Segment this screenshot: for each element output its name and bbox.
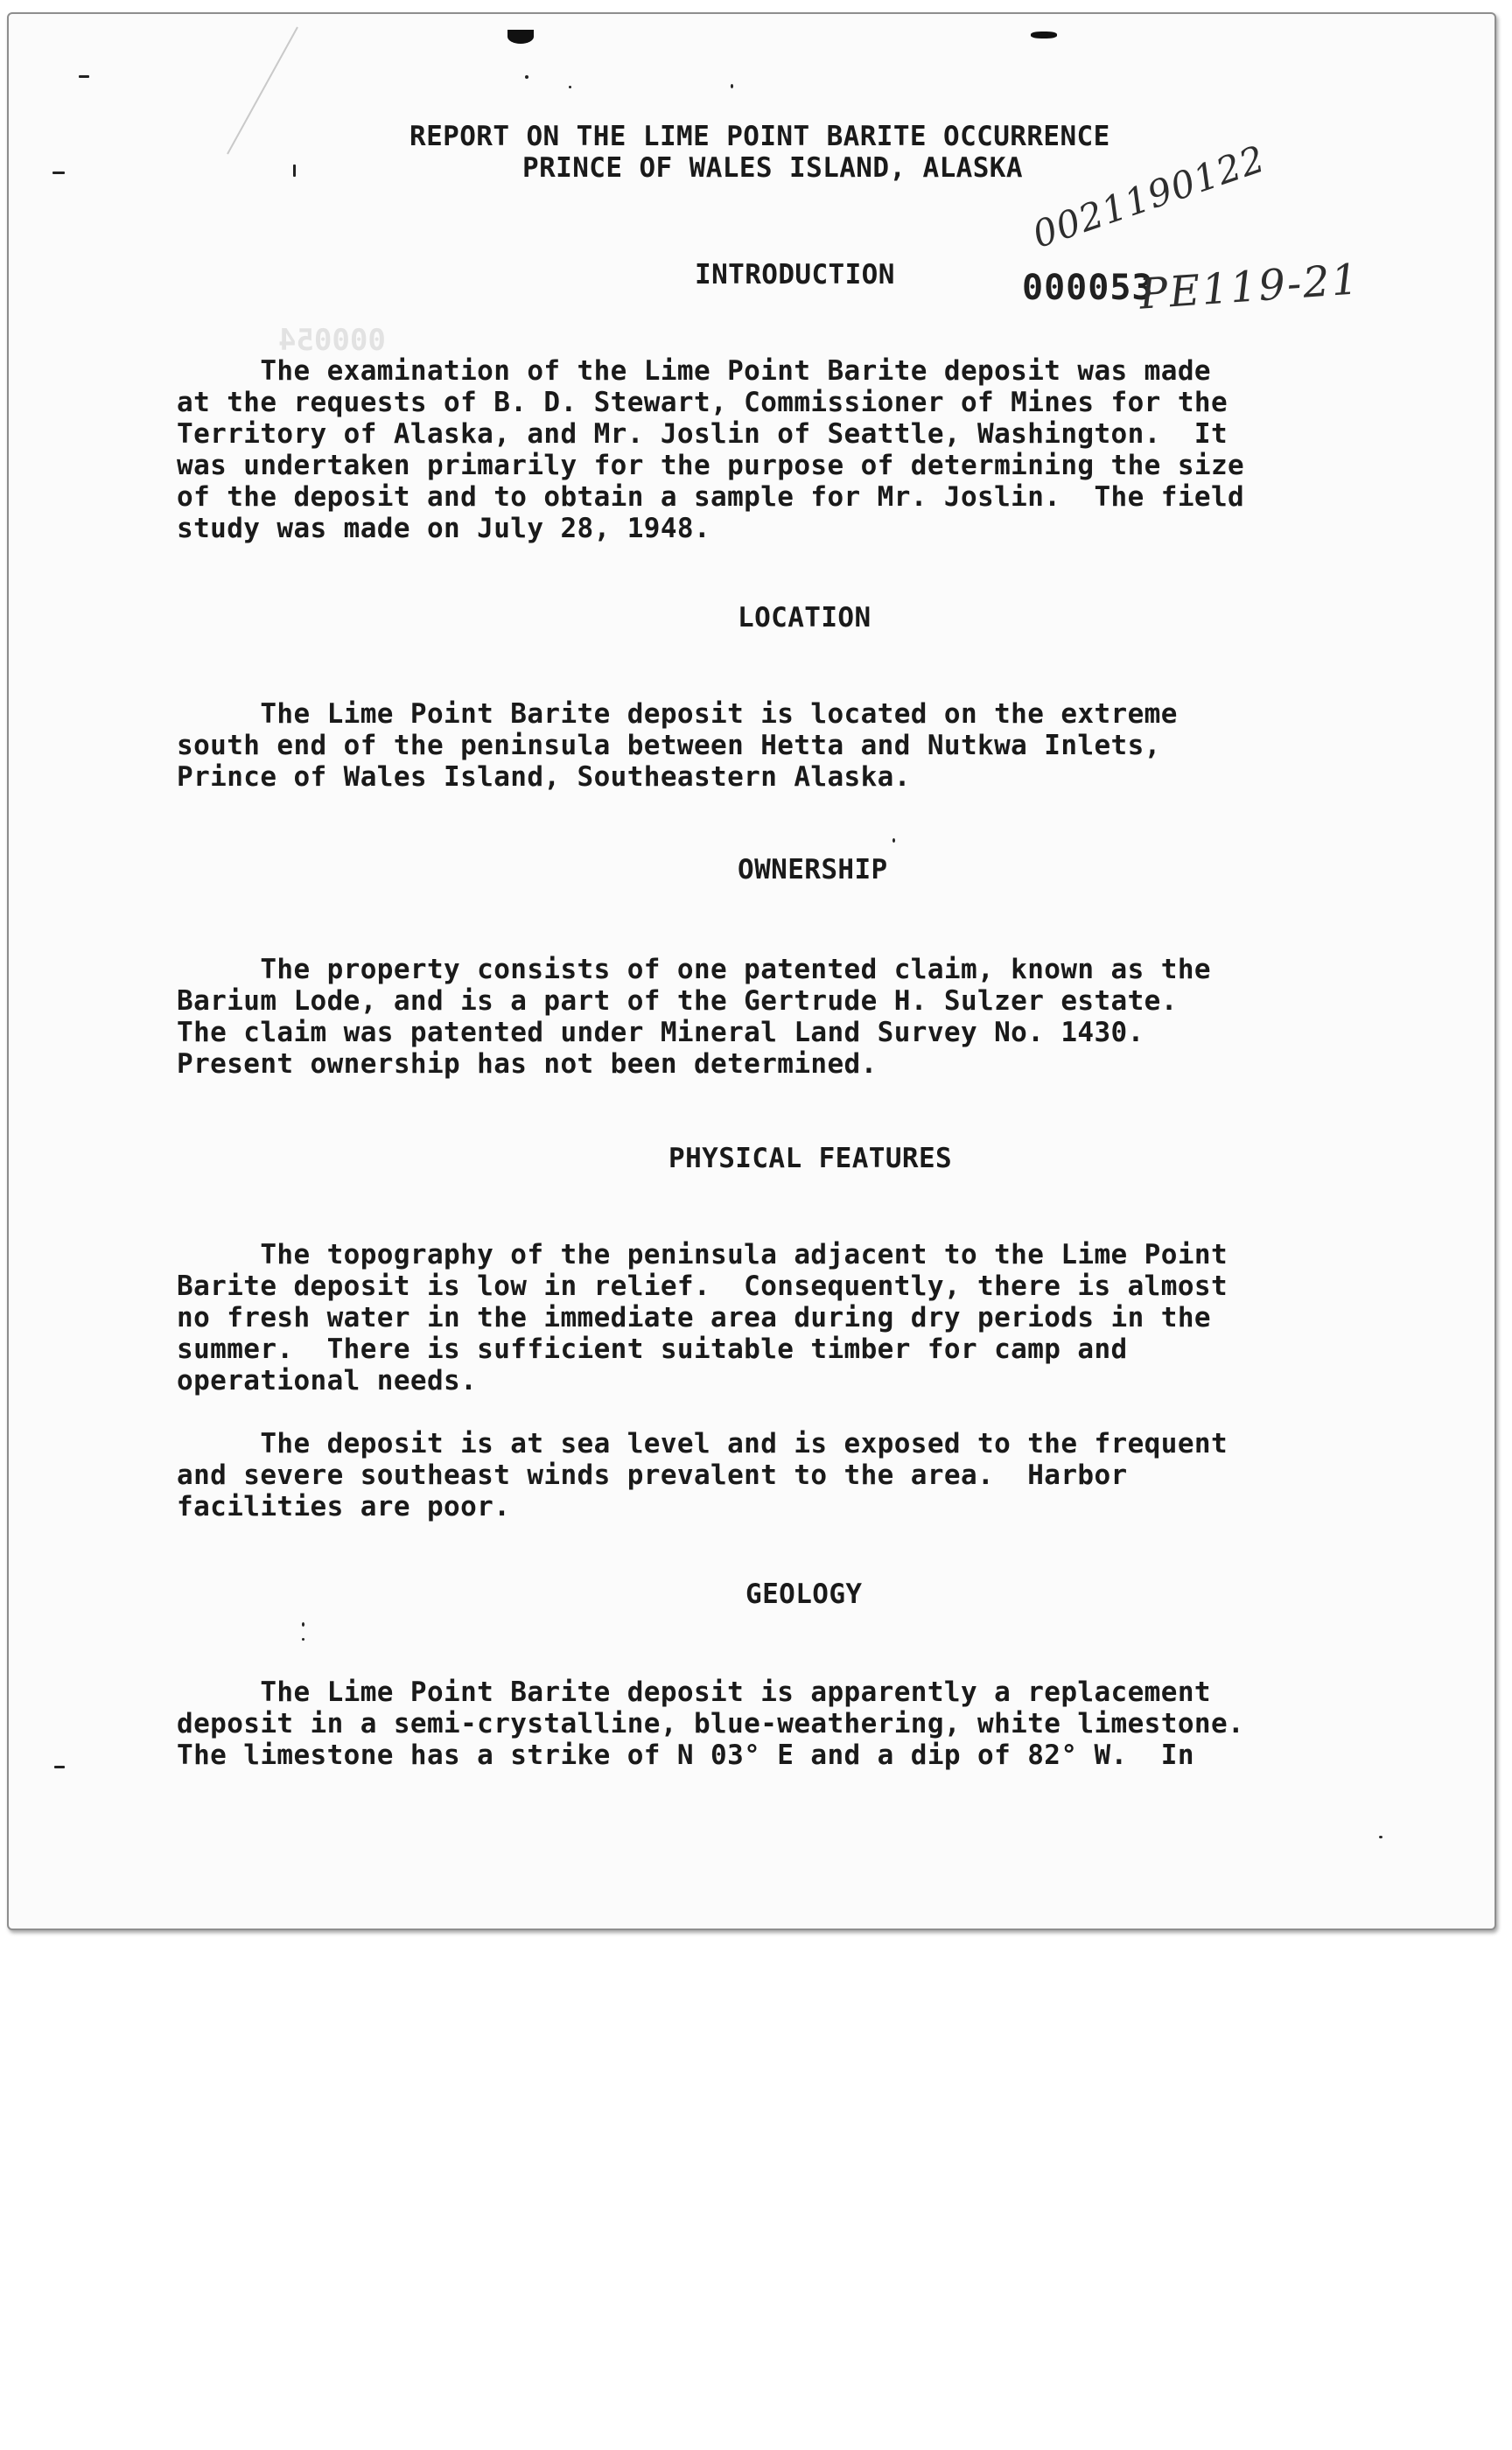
document-title-line-2: PRINCE OF WALES ISLAND, ALASKA xyxy=(522,152,1023,184)
text-line: Prince of Wales Island, Southeastern Alaska. xyxy=(177,761,911,793)
section-heading-geology: GEOLOGY xyxy=(746,1578,863,1610)
text-line: operational needs. xyxy=(177,1365,478,1396)
speck xyxy=(1379,1836,1382,1838)
text-line: Territory of Alaska, and Mr. Joslin of Seattle, Washington. It xyxy=(177,418,1228,450)
stamp-number: 000053 xyxy=(1022,268,1154,308)
text-line: was undertaken primarily for the purpose of determining the size xyxy=(177,450,1245,481)
speck xyxy=(525,75,528,79)
text-line: The property consists of one patented claim, known as the xyxy=(177,954,1211,985)
text-line: study was made on July 28, 1948. xyxy=(177,513,711,544)
section-heading-location: LOCATION xyxy=(738,602,872,634)
speck xyxy=(79,75,89,78)
speck xyxy=(54,1766,65,1768)
text-line: The deposit is at sea level and is exposed to the frequent xyxy=(177,1428,1228,1460)
text-line: no fresh water in the immediate area during dry periods in the xyxy=(177,1302,1211,1334)
speck xyxy=(52,172,65,174)
speck xyxy=(302,1638,304,1641)
document-title-line-1: REPORT ON THE LIME POINT BARITE OCCURRENCE xyxy=(410,121,1110,152)
speck xyxy=(302,1622,304,1627)
text-line: deposit in a semi-crystalline, blue-weathering, white limestone. xyxy=(177,1708,1245,1740)
text-line: south end of the peninsula between Hetta and Nutkwa Inlets, xyxy=(177,730,1161,761)
speck xyxy=(569,86,571,88)
text-line: facilities are poor. xyxy=(177,1491,511,1522)
section-heading-ownership: OWNERSHIP xyxy=(738,854,888,886)
text-line: The topography of the peninsula adjacent to the Lime Point xyxy=(177,1239,1228,1270)
section-heading-physical-features: PHYSICAL FEATURES xyxy=(668,1143,953,1174)
handwritten-code: PE119-21 xyxy=(1138,255,1362,319)
text-line: Barite deposit is low in relief. Consequently, there is almost xyxy=(177,1270,1228,1302)
text-line: Barium Lode, and is a part of the Gertrude H. Sulzer estate. xyxy=(177,985,1178,1017)
document-page xyxy=(7,12,1496,1930)
text-line: and severe southeast winds prevalent to the area. Harbor xyxy=(177,1460,1128,1491)
speck xyxy=(293,164,296,177)
text-line: The limestone has a strike of N 03° E and a dip of 82° W. In xyxy=(177,1740,1194,1771)
text-line: Present ownership has not been determined. xyxy=(177,1048,878,1080)
bleed-through-number: 000054 xyxy=(278,323,386,358)
text-line: The Lime Point Barite deposit is apparently a replacement xyxy=(177,1676,1211,1708)
scan-mark-left xyxy=(508,30,534,44)
text-line: The Lime Point Barite deposit is located on the extreme xyxy=(177,698,1178,730)
text-line: The claim was patented under Mineral Land Survey No. 1430. xyxy=(177,1017,1144,1048)
text-line: at the requests of B. D. Stewart, Commissioner of Mines for the xyxy=(177,387,1228,418)
text-line: summer. There is sufficient suitable timber for camp and xyxy=(177,1334,1128,1365)
handwritten-number: 0021190122 xyxy=(1027,136,1271,256)
scan-mark-right xyxy=(1031,32,1057,38)
speck xyxy=(892,838,895,843)
text-line: of the deposit and to obtain a sample for Mr. Joslin. The field xyxy=(177,481,1245,513)
text-line: The examination of the Lime Point Barite deposit was made xyxy=(177,355,1211,387)
speck xyxy=(731,84,733,88)
scan-stroke xyxy=(210,23,306,163)
section-heading-introduction: INTRODUCTION xyxy=(695,259,895,290)
